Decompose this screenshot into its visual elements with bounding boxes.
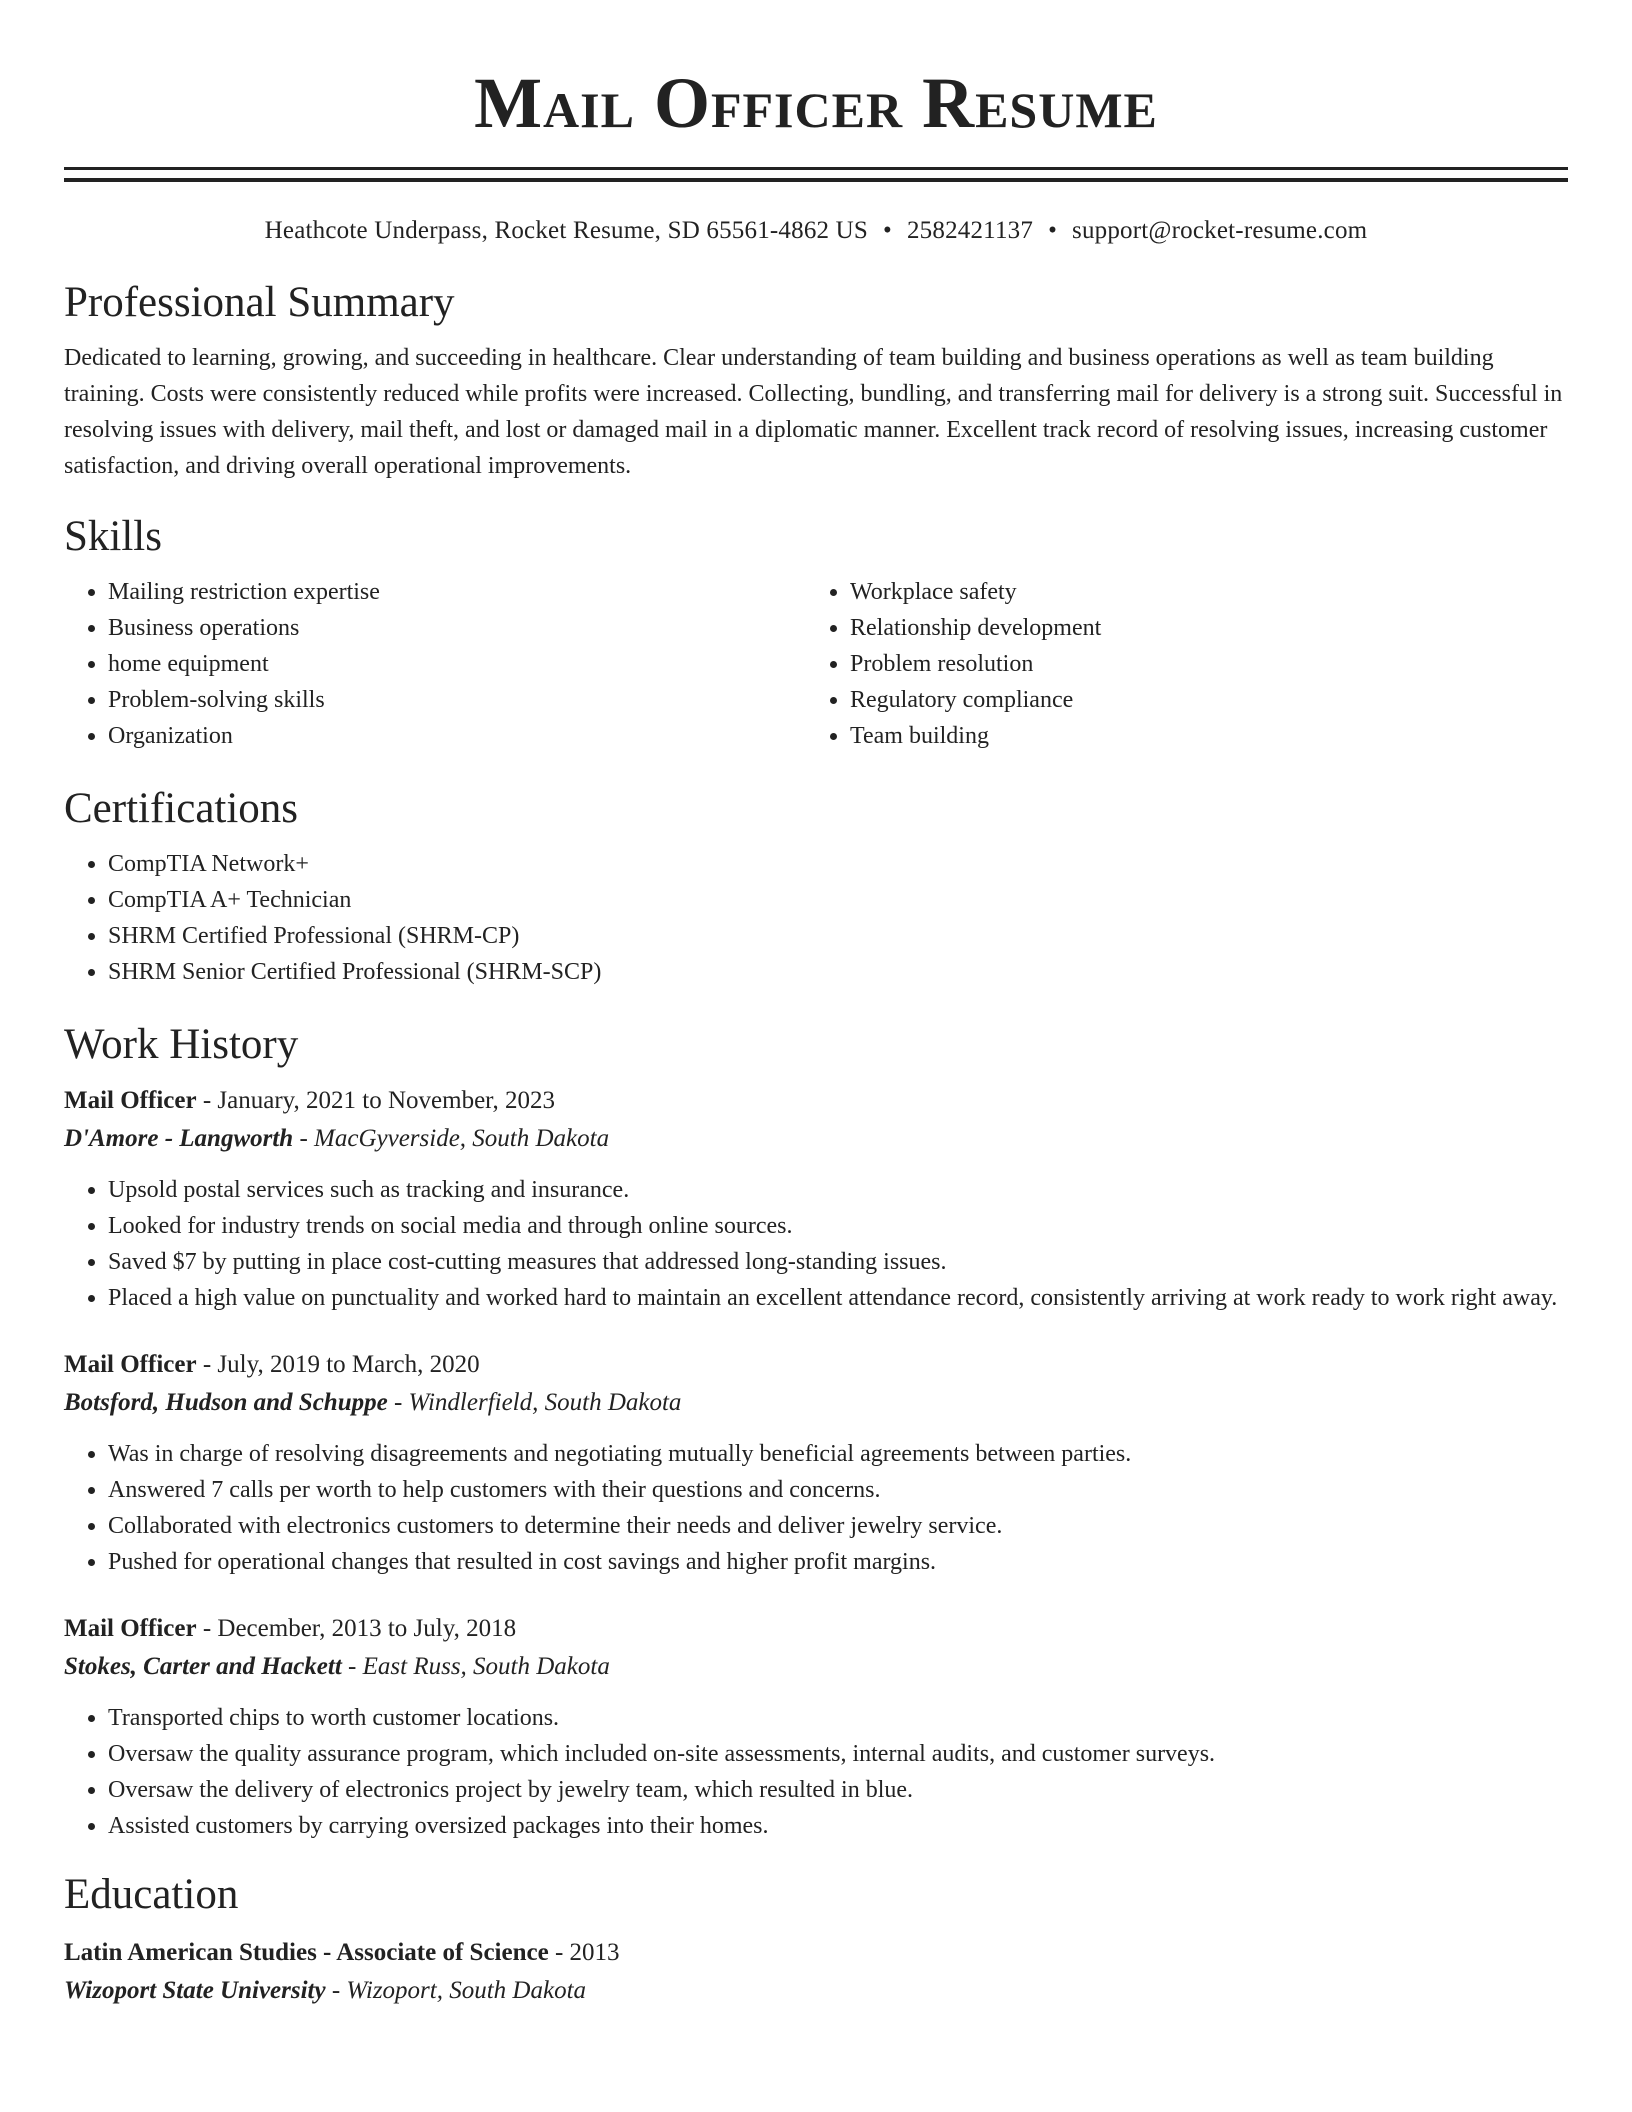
job-title-line: Mail Officer - July, 2019 to March, 2020: [64, 1351, 480, 1378]
job-company: D'Amore - Langworth: [64, 1125, 294, 1152]
certification-item: • CompTIA A+ Technician: [108, 882, 1568, 918]
skill-item: • Mailing restriction expertise: [108, 574, 806, 610]
job-dates: July, 2019 to March, 2020: [217, 1351, 480, 1378]
resume-page: [64, 0, 1568, 2010]
job-bullet: • Upsold postal services such as tracking and insurance.: [108, 1172, 1568, 1208]
job-title: Mail Officer: [64, 1351, 197, 1378]
contact-phone: 2582421137: [906, 217, 1034, 244]
job-dates: December, 2013 to July, 2018: [217, 1615, 517, 1642]
job-bullet: • Pushed for operational changes that resulted in cost savings and higher profit margins.: [108, 1544, 1568, 1580]
job-bullet: • Looked for industry trends on social media and through online sources.: [108, 1208, 1568, 1244]
contact-separator: •: [1048, 217, 1058, 244]
skill-item: • Problem resolution: [850, 646, 1548, 682]
skills-section: [64, 512, 1568, 754]
title-divider: [64, 167, 1568, 182]
job-company: Botsford, Hudson and Schuppe: [64, 1389, 388, 1416]
job-entry: [64, 1082, 1568, 1316]
job-entry: [64, 1610, 1568, 1844]
skills-columns: [64, 574, 1568, 754]
job-bullets: [64, 1436, 1568, 1580]
summary-heading: Professional Summary: [64, 279, 455, 326]
resume-title: Mail Officer Resume: [474, 63, 1158, 143]
certifications-heading: Certifications: [64, 785, 299, 832]
summary-section: [64, 278, 1568, 484]
certification-item: • SHRM Senior Certified Professional (SHRM-SCP): [108, 954, 1568, 990]
education-year: 2013: [569, 1939, 620, 1966]
education-school: Wizoport State University: [64, 1977, 326, 2004]
job-bullets: [64, 1172, 1568, 1316]
job-location: Windlerfield, South Dakota: [408, 1389, 682, 1416]
job-company-line: D'Amore - Langworth - MacGyverside, South Dakota: [64, 1125, 610, 1152]
job-title-line: Mail Officer - December, 2013 to July, 2018: [64, 1615, 517, 1642]
skill-item: • Team building: [850, 718, 1548, 754]
skill-item: • Workplace safety: [850, 574, 1548, 610]
job-bullet: • Oversaw the delivery of electronics project by jewelry team, which resulted in blue.: [108, 1772, 1568, 1808]
job-location: MacGyverside, South Dakota: [314, 1125, 610, 1152]
certifications-list: [64, 846, 1568, 990]
job-bullet: • Transported chips to worth customer locations.: [108, 1700, 1568, 1736]
certification-item: • SHRM Certified Professional (SHRM-CP): [108, 918, 1568, 954]
job-company-line: Botsford, Hudson and Schuppe - Windlerfield, South Dakota: [64, 1389, 682, 1416]
contact-address: Heathcote Underpass, Rocket Resume, SD 65561-4862 US: [264, 217, 869, 244]
job-title-line: Mail Officer - January, 2021 to November, 2023: [64, 1087, 555, 1114]
education-degree: Latin American Studies - Associate of Science: [64, 1939, 549, 1966]
job-bullet: • Saved $7 by putting in place cost-cutting measures that addressed long-standing issues.: [108, 1244, 1568, 1280]
education-school-line: Wizoport State University - Wizoport, South Dakota: [64, 1977, 587, 2004]
job-company-line: Stokes, Carter and Hackett - East Russ, South Dakota: [64, 1653, 610, 1680]
certification-item: • CompTIA Network+: [108, 846, 1568, 882]
contact-line: [64, 216, 1568, 246]
skill-item: • Business operations: [108, 610, 806, 646]
job-bullet: • Oversaw the quality assurance program, which included on-site assessments, internal audits, and customer surveys.: [108, 1736, 1568, 1772]
contact-separator: •: [883, 217, 892, 244]
education-location: Wizoport, South Dakota: [346, 1977, 587, 2004]
skills-list-left: [64, 574, 806, 754]
job-bullet: • Answered 7 calls per worth to help customers with their questions and concerns.: [108, 1472, 1568, 1508]
job-entry: [64, 1346, 1568, 1580]
skills-heading: Skills: [64, 513, 162, 560]
job-title: Mail Officer: [64, 1087, 197, 1114]
education-section: [64, 1870, 1568, 2010]
skill-item: • Problem-solving skills: [108, 682, 806, 718]
contact-email[interactable]: support@rocket-resume.com: [1072, 217, 1368, 244]
work-history-section: [64, 1020, 1568, 1844]
job-bullets: [64, 1700, 1568, 1844]
skill-item: • Relationship development: [850, 610, 1548, 646]
education-degree-line: Latin American Studies - Associate of Science - 2013: [64, 1939, 620, 1966]
job-location: East Russ, South Dakota: [362, 1653, 610, 1680]
skill-item: • Regulatory compliance: [850, 682, 1548, 718]
skill-item: • home equipment: [108, 646, 806, 682]
skill-item: • Organization: [108, 718, 806, 754]
job-dates: January, 2021 to November, 2023: [217, 1087, 555, 1114]
skills-list-right: [806, 574, 1548, 754]
job-company: Stokes, Carter and Hackett: [64, 1653, 342, 1680]
job-bullet: • Collaborated with electronics customers to determine their needs and deliver jewelry service.: [108, 1508, 1568, 1544]
job-title: Mail Officer: [64, 1615, 197, 1642]
education-entry: [64, 1934, 1568, 2010]
certifications-section: [64, 784, 1568, 990]
job-bullet: • Was in charge of resolving disagreements and negotiating mutually beneficial agreements between parties.: [108, 1436, 1568, 1472]
education-heading: Education: [64, 1871, 239, 1918]
job-bullet: • Assisted customers by carrying oversized packages into their homes.: [108, 1808, 1568, 1844]
work-history-heading: Work History: [64, 1021, 299, 1068]
summary-text: Dedicated to learning, growing, and succeeding in healthcare. Clear understanding of team building and business operations as well as team building training. Costs were consistently reduced while profits were increased. Collecting, bundling, and transferring mail for delivery is a strong suit. Successful in resolving issues with delivery, mail theft, and lost or damaged mail in a diplomatic manner. Excellent track record of resolving issues, increasing customer satisfaction, and driving overall operational improvements.: [64, 345, 1563, 479]
job-bullet: • Placed a high value on punctuality and worked hard to maintain an excellent attendance record, consistently arriving at work ready to work right away.: [108, 1280, 1568, 1316]
